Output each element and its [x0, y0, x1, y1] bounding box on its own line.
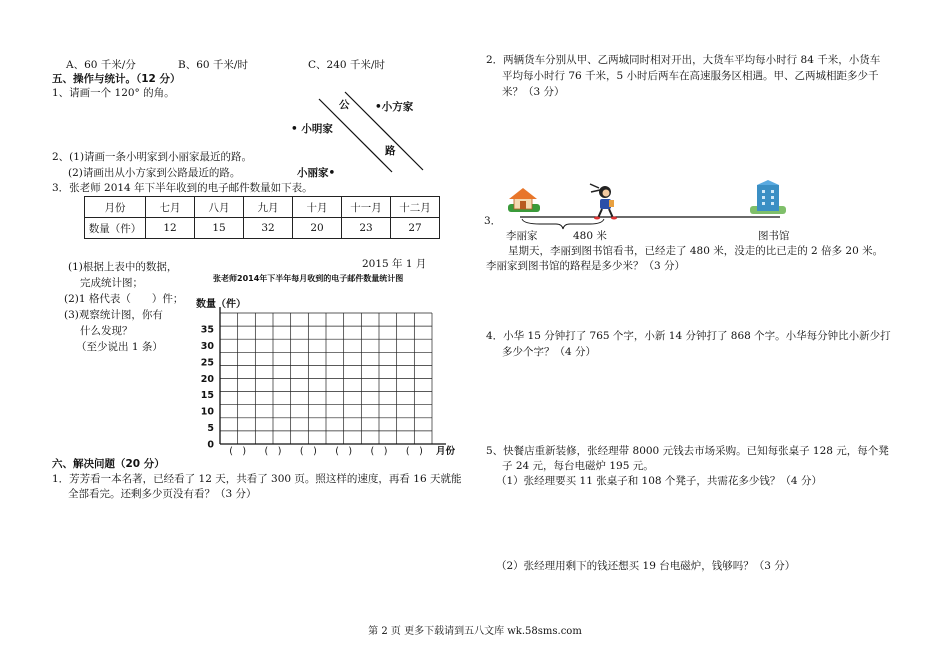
r-q3b: 李丽家到图书馆的路程是多少米？（3 分）: [486, 260, 686, 272]
table-cell: 九月: [244, 197, 293, 218]
r-q4b: 多少个字？（4 分）: [502, 346, 597, 358]
chart-xlabel: 月份: [436, 446, 456, 457]
s6-q1a: 1．芳芳看一本名著，已经看了 12 天，共看了 300 页。照这样的速度，再看 16 天就能: [52, 473, 462, 485]
x-category-placeholder: ( ): [335, 446, 353, 457]
choice-c: C、240 千米/时: [308, 59, 385, 71]
s5-sub1b: 完成统计图；: [80, 277, 143, 289]
x-category-placeholder: ( ): [264, 446, 282, 457]
section6-title: 六、解决问题（20 分）: [52, 458, 165, 470]
r-q5a: 5、快餐店重新装修，张经理带 8000 元钱去市场采购。已知每张桌子 128 元，每个凳: [486, 445, 889, 457]
s5-sub3b: 什么发现？: [80, 325, 133, 337]
house-icon: [508, 188, 540, 212]
y-tick-label: 20: [200, 373, 214, 385]
y-tick-label: 15: [200, 390, 214, 402]
table-cell: 月份: [85, 197, 146, 218]
page-footer: 第 2 页 更多下载请到五八文库 wk.58sms.com: [368, 626, 582, 637]
x-category-placeholder: ( ): [299, 446, 317, 457]
table-cell: 八月: [195, 197, 244, 218]
r-q4a: 4．小华 15 分钟打了 765 个字，小新 14 分钟打了 868 个字。小华每分钟比小新少打: [486, 330, 891, 342]
y-tick-label: 30: [200, 340, 214, 352]
distance-brace: [522, 219, 604, 229]
s5-sub3a: (3)观察统计图，你有: [64, 309, 163, 321]
r-q3a: 星期天，李丽到图书馆看书，已经走了 480 米，没走的比已走的 2 倍多 20 米。: [508, 245, 884, 257]
y-tick-label: 10: [200, 406, 214, 418]
y-tick-label: 25: [200, 357, 214, 369]
table-cell: 32: [244, 218, 293, 239]
table-cell: 20: [293, 218, 342, 239]
x-category-placeholder: ( ): [229, 446, 247, 457]
s5-q2a: 2、(1)请画一条小明家到小丽家最近的路。: [52, 151, 253, 163]
table-cell: 十二月: [391, 197, 440, 218]
road-label-gong: 公: [339, 99, 350, 111]
girl-walking-icon: [590, 184, 617, 220]
table-cell: 十月: [293, 197, 342, 218]
chart-date: 2015 年 1 月: [362, 258, 427, 270]
s5-q2b: (2)请画出从小方家到公路最近的路。: [68, 167, 241, 179]
table-cell: 23: [342, 218, 391, 239]
chart-ylabel: 数量（件）: [196, 299, 246, 310]
library-building-icon: [750, 180, 786, 214]
r-q5b: 子 24 元，每台电磁炉 195 元。: [502, 460, 654, 472]
table-cell: 数量（件）: [85, 218, 146, 239]
choice-b: B、60 千米/时: [178, 59, 248, 71]
r-q5d: （2）张经理用剩下的钱还想买 19 台电磁炉，钱够吗？（3 分）: [496, 560, 796, 572]
xiaoli-home: 小丽家•: [297, 167, 336, 179]
y-tick-label: 5: [207, 423, 214, 435]
table-cell: 12: [146, 218, 195, 239]
table-cell: 十一月: [342, 197, 391, 218]
r-q5c: （1）张经理要买 11 张桌子和 108 个凳子，共需花多少钱？（4 分）: [496, 475, 822, 487]
table-cell: 七月: [146, 197, 195, 218]
table-cell: 15: [195, 218, 244, 239]
road-label-lu: 路: [385, 145, 396, 157]
s5-sub3c: （至少说出 1 条）: [76, 341, 163, 353]
x-category-placeholder: ( ): [370, 446, 388, 457]
r-q2b: 平均每小时行 76 千米，5 小时后两车在高速服务区相遇。甲、乙两城相距多少千: [502, 70, 879, 82]
r-q2c: 米？（3 分）: [502, 86, 565, 98]
s5-sub1a: (1)根据上表中的数据，: [68, 261, 178, 273]
y-tick-label: 35: [200, 324, 214, 336]
r-q2a: 2．两辆货车分别从甲、乙两城同时相对开出，大货车平均每小时行 84 千米，小货车: [486, 54, 881, 66]
label-lijia: 李丽家: [506, 230, 538, 242]
s5-sub2: (2)1 格代表（ ）件；: [64, 293, 184, 305]
xiaofang-home: •小方家: [375, 101, 414, 113]
s5-q3: 3．张老师 2014 年下半年收到的电子邮件数量如下表。: [52, 182, 313, 194]
y-tick-label: 0: [207, 439, 214, 451]
xiaoming-home: • 小明家: [291, 123, 333, 135]
label-library: 图书馆: [758, 230, 790, 242]
r-q3-number: 3．: [484, 215, 502, 227]
label-distance: 480 米: [573, 230, 607, 242]
table-cell: 27: [391, 218, 440, 239]
section5-title: 五、操作与统计。（12 分）: [52, 73, 181, 85]
s6-q1b: 全部看完。还剩多少页没有看？（3 分）: [68, 488, 257, 500]
chart-title: 张老师2014年下半年每月收到的电子邮件数量统计图: [213, 274, 404, 283]
x-category-placeholder: ( ): [405, 446, 423, 457]
s5-q1: 1、请画一个 120° 的角。: [52, 87, 175, 99]
choice-a: A、60 千米/分: [66, 59, 136, 71]
